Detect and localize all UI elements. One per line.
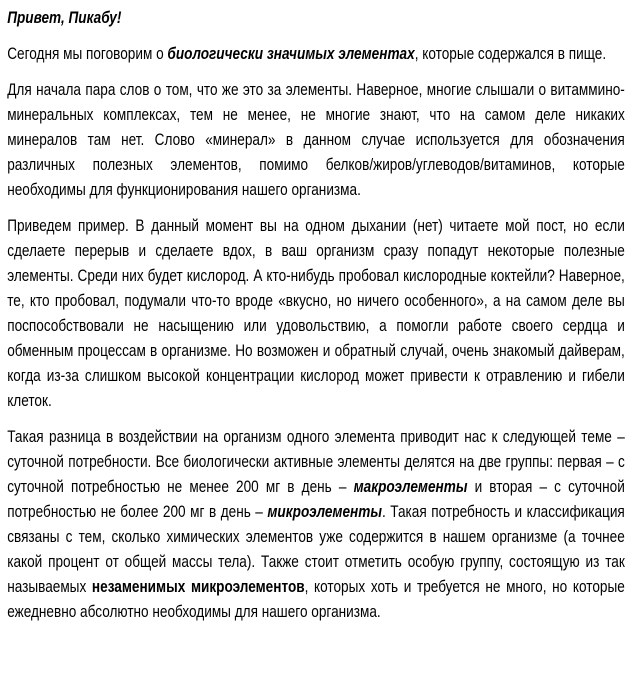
text-run: незаменимых микроэлементов [91,577,305,596]
text-run: и вторая – с суточной потребностью не более 200 мг в день – [7,477,625,521]
text-run: Сегодня мы поговорим о [7,44,168,63]
paragraph-minerals-explanation [7,77,625,202]
text-run: макроэлементы [353,477,468,496]
text-run: микроэлементы [267,502,382,521]
text-run: , которых хоть и требуется не много, но которые ежедневно абсолютно необходимы для нашего организма. [7,577,625,621]
text-run: Для начала пара слов о том, что же это за элементы. Наверное, многие слышали о витаммино-минеральных комплексах, тем не менее, не многие знают, что на самом деле никаких минералов там нет. Слово «минерал» в данном случае используется для обозначения различных полезных элементов, помимо белков/жиров/углеводов/витаминов, которые необходимы для функционирования нашего организма. [7,80,625,199]
paragraph-oxygen-example [7,213,625,413]
text-run: Приведем пример. В данный момент вы на одном дыхании (нет) читаете мой пост, но если сделаете перерыв и сделаете вдох, в ваш организм сразу попадут некоторые полезные элементы. Среди них будет кислород. А кто-нибудь пробовал кислородные коктейли? Наверное, те, кто пробовал, подумали что-то вроде «вкусно, но ничего особенного», а на самом деле вы поспособствовали не насыщению или удовольствию, а помогли работе своего сердца и обменным процессам в организме. Но возможен и обратный случай, очень знакомый дайверам, когда из-за слишком высокой концентрации кислород может привести к отравлению и гибели клеток. [7,216,625,410]
paragraph-topic-intro [7,41,625,66]
text-run: , которые содержался в пище. [414,44,607,63]
paragraph-daily-requirement-classification [7,424,625,624]
text-run: биологически значимых элементах [167,44,415,63]
text-run: . Такая потребность и классификация связаны с тем, сколько химических элементов уже содержится в нашем организме (а точнее какой процент от общей массы тела). Также стоит отметить особую группу, состоящую из так называемых [7,502,625,596]
post-greeting-heading [7,5,625,30]
text-run: Такая разница в воздействии на организм одного элемента приводит нас к следующей теме – суточной потребности. Все биологически активные элементы делятся на две группы: первая – с суточной потребностью не менее 200 мг в день – [7,427,625,496]
text-run: Привет, Пикабу! [7,8,122,27]
